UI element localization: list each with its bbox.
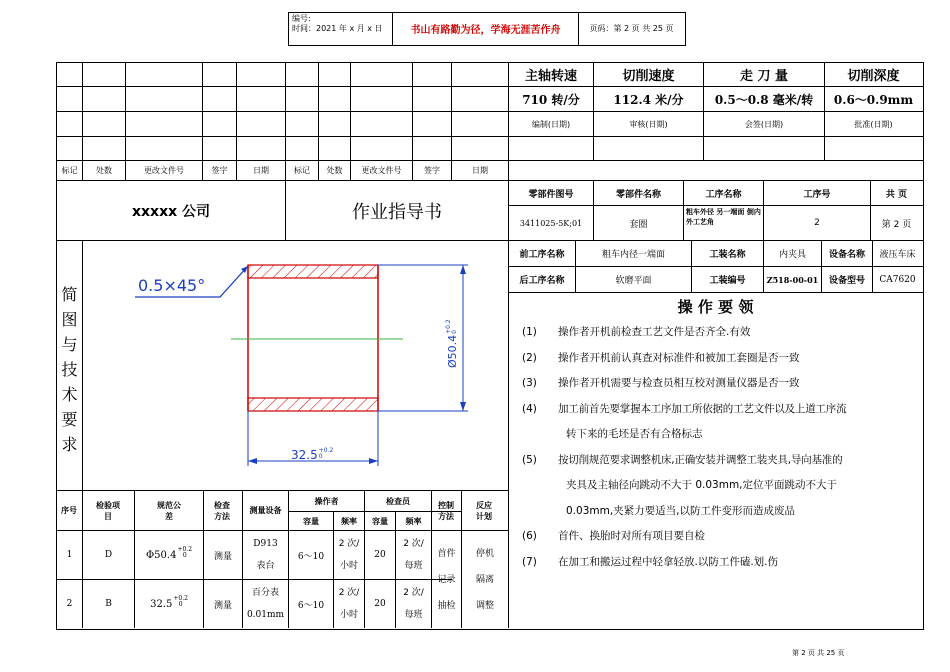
flow-fixture-value: 内夹具 (778, 250, 806, 260)
signoff-countersigned: 会签(日期) (744, 119, 784, 129)
insp-header-device: 测量设备 (249, 506, 282, 515)
insp-header-in-freq: 频率 (405, 516, 422, 526)
flow-fixture-label: 工装名称 (709, 250, 746, 260)
part-page: 第 2 页 (881, 219, 912, 230)
part-process-name: 粗车外径 另一端面 倒内外工艺角 (686, 208, 761, 226)
chamfer-label: 0.5×45° (138, 276, 206, 295)
param-header-cutting-speed: 切削速度 (622, 69, 675, 84)
insp-reaction-plan: 停机 隔离 调整 (475, 548, 494, 611)
insp-header-in-capacity: 容量 (372, 516, 388, 526)
length-label: 32.5 +0.2 0 (291, 447, 334, 462)
ops-item: (7) 在加工和搬运过程中轻拿轻放.以防工件磕.划.伤 (522, 555, 779, 568)
flow-model-label: 设备型号 (828, 276, 865, 286)
top-wall-hatch (248, 265, 378, 278)
flow-tool-no-value: Z518-00-01 (766, 274, 819, 285)
insp-header-method: 检查方法 (214, 500, 230, 521)
revision-mark-1: 标记 (61, 166, 78, 175)
flow-next-value: 软磨平面 (615, 276, 652, 286)
flow-next-label: 后工序名称 (519, 276, 565, 286)
header-page-info: 页码：第 2 页 共 25 页 (589, 24, 674, 33)
sidebar-label: 简 图 与 技 术 要 求 (61, 285, 78, 454)
revision-file-1: 更改文件号 (144, 166, 184, 175)
doc-time-label: 时间：2021 年 x 月 x 日 (292, 24, 383, 33)
ops-item: (5) 按切削规范要求调整机床,正确安装并调整工装夹具,导向基准的 (522, 453, 843, 466)
flow-prev-label: 前工序名称 (519, 250, 565, 260)
flow-tool-no-label: 工装编号 (709, 276, 746, 286)
ops-item-cont: 夹具及主轴径向跳动不大于 0.03mm,定位平面跳动不大于 (566, 479, 838, 491)
param-value-cutting-speed: 112.4 米/分 (613, 92, 684, 107)
flow-equip-value: 液压车床 (879, 250, 916, 260)
insp-header-seq: 序号 (61, 506, 77, 515)
page-footer: 第 2 页 共 25 页 (792, 649, 845, 657)
revision-file-2: 更改文件号 (361, 166, 402, 175)
param-header-feed: 走 刀 量 (739, 69, 789, 84)
part-header-process-no: 工序号 (803, 189, 831, 200)
flow-model-value: CA7620 (879, 274, 916, 285)
ops-list (522, 320, 918, 575)
header-slogan: 书山有路勤为径，学海无涯苦作舟 (410, 25, 561, 36)
diameter-label: Ø50.4 +0.2 0 (445, 319, 459, 368)
param-header-depth: 切削深度 (847, 69, 900, 84)
part-header-total-pages: 共 页 (885, 189, 908, 200)
ops-item-cont: 转下来的毛坯是否有合格标志 (566, 428, 703, 440)
flow-equip-label: 设备名称 (828, 250, 865, 260)
param-header-spindle-speed: 主轴转速 (524, 69, 577, 84)
insp-header-inspector: 检查员 (386, 496, 410, 506)
part-drawing-no: 3411025-5K;01 (519, 218, 583, 228)
revision-count-1: 处数 (96, 166, 112, 175)
ops-item: (2) 操作者开机前认真查对标准件和被加工套圈是否一致 (522, 351, 800, 364)
revision-sign-2: 签字 (424, 166, 440, 175)
param-value-depth: 0.6～0.9mm (833, 92, 914, 107)
insp-control-methods: 首件 记录 抽检 (437, 548, 456, 611)
insp-header-op-freq: 频率 (341, 516, 357, 526)
insp-header-control: 控制方法 (438, 500, 454, 521)
doc-number-label: 编号: (292, 14, 311, 23)
revision-date-2: 日期 (472, 166, 488, 175)
signoff-prepared: 编制(日期) (531, 119, 571, 129)
ops-item: (3) 操作者开机需要与检查员相互校对测量仪器是否一致 (522, 377, 800, 389)
signoff-approved: 批准(日期) (854, 119, 893, 129)
ops-item: (4) 加工前首先要掌握本工序加工所依据的工艺文件以及上道工序流 (522, 402, 847, 415)
signoff-reviewed: 审核(日期) (629, 119, 668, 129)
param-value-feed: 0.5～0.8 毫米/转 (714, 92, 814, 107)
ops-item: (1) 操作者开机前检查工艺文件是否齐全.有效 (522, 326, 751, 338)
revision-mark-2: 标记 (294, 166, 310, 175)
revision-sign-1: 签字 (211, 166, 228, 175)
part-header-name: 零部件名称 (615, 189, 661, 200)
bottom-wall-hatch (248, 398, 378, 411)
insp-header-reaction: 反应计划 (476, 500, 492, 521)
revision-date-1: 日期 (253, 166, 269, 175)
ops-title: 操 作 要 领 (677, 297, 754, 316)
flow-prev-value: 粗车内径一端面 (601, 250, 665, 260)
insp-header-operator: 操作者 (314, 496, 339, 506)
param-value-spindle-speed: 710 转/分 (522, 92, 580, 107)
insp-header-op-capacity: 容量 (303, 516, 319, 526)
ops-item-cont: 0.03mm,夹紧力要适当,以防工件变形而造成废品 (566, 504, 796, 517)
insp-header-spec: 规范公差 (157, 500, 181, 521)
revision-count-2: 处数 (326, 166, 343, 175)
part-name: 套圈 (629, 219, 648, 230)
ops-item: (6) 首件、换胎时对所有项目要自检 (522, 530, 705, 542)
company-name: xxxxx 公司 (131, 203, 211, 220)
insp-header-item: 检验项目 (96, 500, 120, 521)
part-header-process-name: 工序名称 (705, 189, 742, 200)
part-process-no: 2 (814, 218, 820, 228)
part-header-drawing-no: 零部件图号 (528, 189, 574, 200)
document-title: 作业指导书 (352, 201, 442, 223)
